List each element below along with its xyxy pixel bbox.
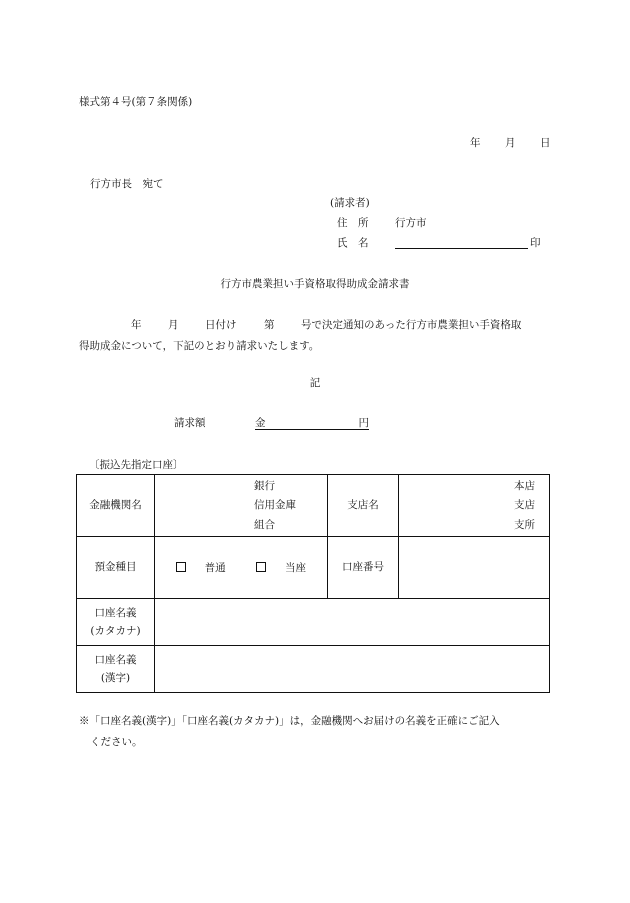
document-title: 行方市農業担い手資格取得助成金請求書 bbox=[220, 278, 410, 290]
branch-type-shisho: 支所 bbox=[514, 518, 535, 531]
table-row-bank bbox=[77, 475, 550, 537]
requester-label: (請求者) bbox=[330, 197, 370, 209]
date-year: 年 bbox=[470, 137, 481, 149]
seal-mark: 印 bbox=[530, 237, 541, 249]
bank-name-cell[interactable] bbox=[155, 475, 328, 537]
branch-type-honten: 本店 bbox=[514, 479, 535, 492]
deposit-type-label: 預金種目 bbox=[77, 537, 155, 599]
account-number-cell[interactable] bbox=[399, 537, 550, 599]
body-year: 年 bbox=[131, 319, 142, 331]
address-value: 行方市 bbox=[395, 217, 427, 229]
holder-kanji-cell[interactable] bbox=[155, 646, 550, 693]
branch-name-cell[interactable] bbox=[399, 475, 550, 537]
checkbox-futsu[interactable] bbox=[176, 562, 186, 572]
holder-kanji-label-line1: 口座名義 bbox=[94, 654, 137, 666]
bank-type-ginko: 銀行 bbox=[254, 479, 275, 492]
form-number: 様式第４号(第７条関係) bbox=[79, 96, 193, 108]
amount-line bbox=[255, 418, 369, 430]
note-line2: ください。 bbox=[90, 736, 143, 748]
account-number-label: 口座番号 bbox=[328, 537, 399, 599]
holder-kana-label bbox=[77, 599, 155, 646]
body-dai: 第 bbox=[264, 319, 275, 331]
bank-type-kumiai: 組合 bbox=[254, 518, 275, 531]
addressee: 行方市長 宛て bbox=[90, 178, 164, 190]
ki-label: 記 bbox=[309, 377, 321, 389]
body-line2: 得助成金について，下記のとおり請求いたします。 bbox=[79, 340, 320, 352]
holder-kanji-label-line2: (漢字) bbox=[100, 671, 131, 684]
address-label: 住 所 bbox=[337, 217, 369, 229]
amount-yen: 円 bbox=[358, 417, 369, 429]
body-month: 月 bbox=[168, 319, 179, 331]
name-underline bbox=[395, 248, 528, 249]
holder-kana-label-line2: (カタカナ) bbox=[90, 624, 141, 637]
checkbox-toza[interactable] bbox=[256, 562, 266, 572]
body-day: 日付け bbox=[205, 319, 237, 331]
deposit-option-futsu: 普通 bbox=[204, 561, 226, 574]
table-row-kana bbox=[77, 599, 550, 646]
amount-label: 請求額 bbox=[174, 417, 206, 429]
account-table bbox=[76, 474, 550, 693]
table-row-kanji bbox=[77, 646, 550, 693]
deposit-option-toza: 当座 bbox=[285, 561, 307, 574]
branch-type-shiten: 支店 bbox=[514, 499, 535, 512]
date-day: 日 bbox=[540, 137, 551, 149]
amount-kin: 金 bbox=[255, 417, 266, 429]
table-row-deposit bbox=[77, 537, 550, 599]
bank-label: 金融機関名 bbox=[77, 475, 155, 537]
note-line1: ※「口座名義(漢字)」「口座名義(カタカナ)」は，金融機関へお届けの名義を正確にご記入 bbox=[79, 715, 500, 727]
holder-kana-cell[interactable] bbox=[155, 599, 550, 646]
bank-type-shinkin: 信用金庫 bbox=[254, 499, 296, 512]
account-section-label: 〔振込先指定口座〕 bbox=[89, 459, 184, 471]
name-label: 氏 名 bbox=[337, 237, 369, 249]
body-line1-rest: 号で決定通知のあった行方市農業担い手資格取 bbox=[301, 319, 522, 331]
date-month: 月 bbox=[505, 137, 516, 149]
deposit-type-cell bbox=[155, 537, 328, 599]
holder-kanji-label bbox=[77, 646, 155, 693]
branch-label: 支店名 bbox=[328, 475, 399, 537]
holder-kana-label-line1: 口座名義 bbox=[94, 607, 137, 619]
